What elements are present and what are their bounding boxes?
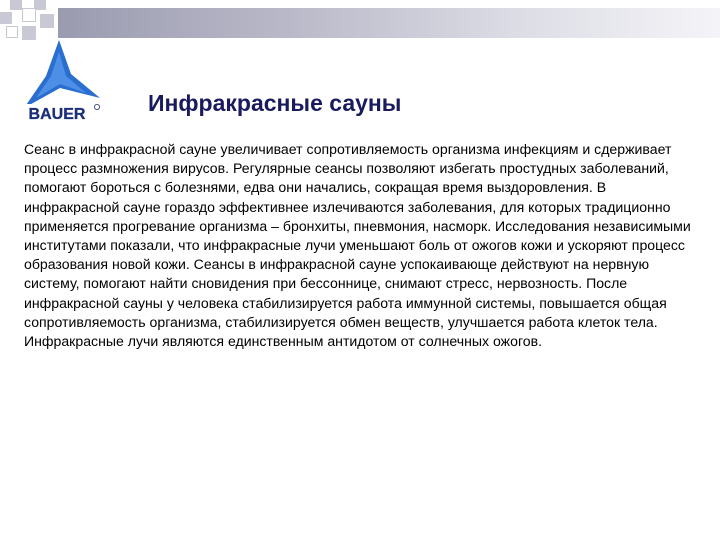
decor-square — [22, 8, 36, 22]
bauer-logo-icon — [16, 38, 102, 126]
decor-square — [40, 14, 54, 28]
logo-text: BAUER — [28, 106, 86, 123]
slide-title: Инфракрасные сауны — [148, 90, 402, 116]
slide-body-text: Сеанс в инфракрасной сауне увеличивает сопротивляемость организма инфекциям и сдерживает процесс размножения вирусов. Регулярные сеансы позволяют избегать простудных заболеваний, помогают бороться с болезнями, едва они начались, сокращая время выздоровления. В инфракрасной сауне гораздо эффективнее излечиваются заболевания, для которых традиционно применяется прогревание организма – бронхиты, пневмония, насморк. Исследования независимыми институтами показали, что инфракрасные лучи уменьшают боль от ожогов кожи и ускоряют процесс образования новой кожи. Сеансы в инфракрасной сауне успокаивающе действуют на нервную систему, помогают найти сновидения при бессоннице, снимают стресс, нервозность. После инфракрасной сауны у человека стабилизируется работа иммунной системы, повышается общая сопротивляемость организма, стабилизируется обмен веществ, улучшается работа клеток тела. Инфракрасные лучи являются единственным антидотом от солнечных ожогов. — [24, 141, 691, 350]
decor-square — [6, 26, 18, 38]
decor-square — [10, 0, 22, 10]
top-gradient-bar — [58, 8, 720, 38]
logo-registered-mark — [94, 104, 99, 109]
decor-square — [0, 12, 12, 24]
